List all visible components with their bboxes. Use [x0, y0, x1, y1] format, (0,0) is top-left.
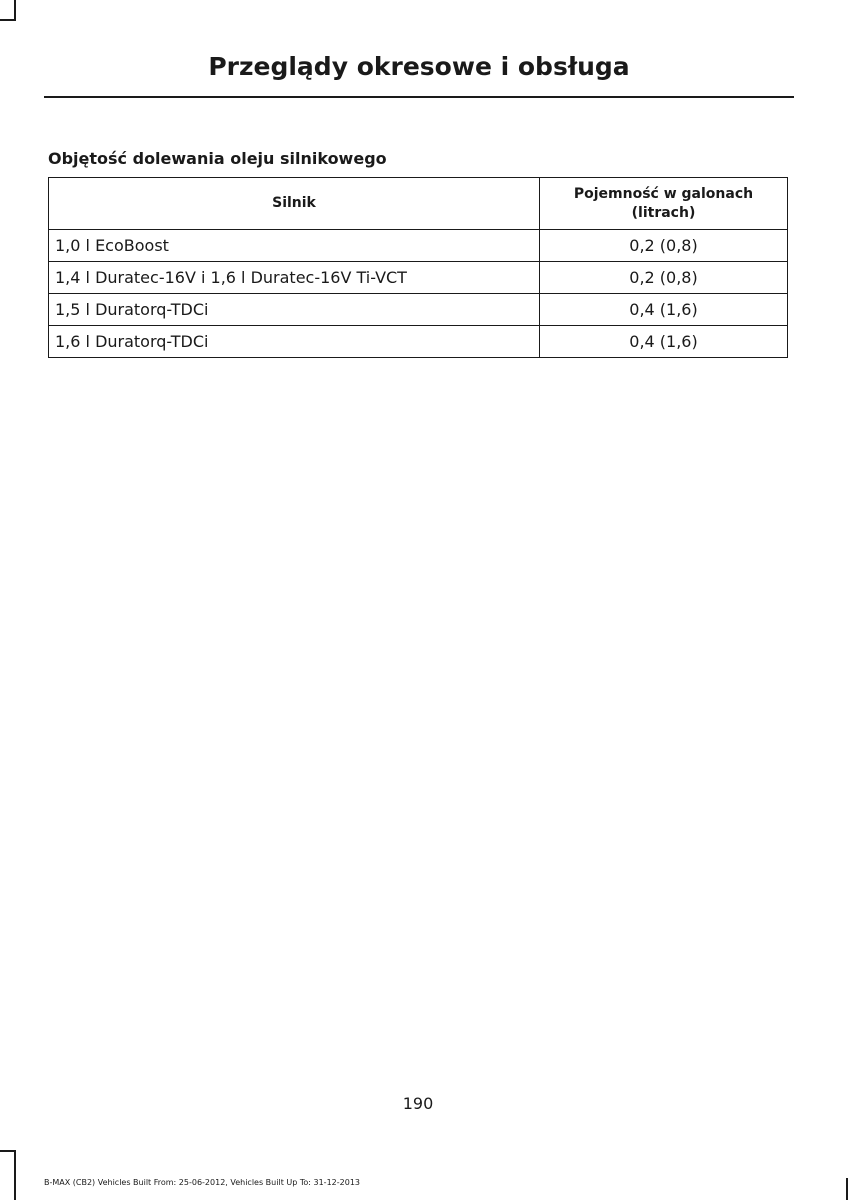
section-heading: Objętość dolewania oleju silnikowego	[48, 149, 387, 168]
header-capacity	[540, 178, 788, 230]
header-engine: Silnik	[49, 178, 540, 230]
header-capacity-line2: (litrach)	[631, 204, 696, 221]
title-divider	[44, 96, 794, 98]
crop-mark-top-left-vertical	[14, 0, 16, 20]
cell-capacity: 0,2 (0,8)	[540, 230, 788, 262]
table-header-row	[49, 178, 788, 230]
crop-mark-bottom-left-vertical	[14, 1150, 16, 1200]
crop-mark-bottom-right-vertical	[846, 1178, 848, 1200]
cell-engine: 1,0 l EcoBoost	[49, 230, 540, 262]
cell-engine: 1,4 l Duratec-16V i 1,6 l Duratec-16V Ti-VCT	[49, 262, 540, 294]
table-row	[49, 262, 788, 294]
table-row	[49, 230, 788, 262]
table-row	[49, 326, 788, 358]
crop-mark-top-left-horizontal	[0, 19, 16, 21]
header-capacity-line1: Pojemność w galonach	[573, 185, 754, 202]
cell-capacity: 0,4 (1,6)	[540, 326, 788, 358]
footer-vehicle-info: B-MAX (CB2) Vehicles Built From: 25-06-2012, Vehicles Built Up To: 31-12-2013	[44, 1178, 360, 1187]
cell-engine: 1,6 l Duratorq-TDCi	[49, 326, 540, 358]
oil-capacity-table	[48, 177, 788, 358]
cell-capacity: 0,2 (0,8)	[540, 262, 788, 294]
cell-capacity: 0,4 (1,6)	[540, 294, 788, 326]
crop-mark-bottom-left-horizontal	[0, 1150, 16, 1152]
page-number: 190	[402, 1094, 434, 1113]
table-row	[49, 294, 788, 326]
cell-engine: 1,5 l Duratorq-TDCi	[49, 294, 540, 326]
page-title: Przeglądy okresowe i obsługa	[208, 52, 630, 81]
